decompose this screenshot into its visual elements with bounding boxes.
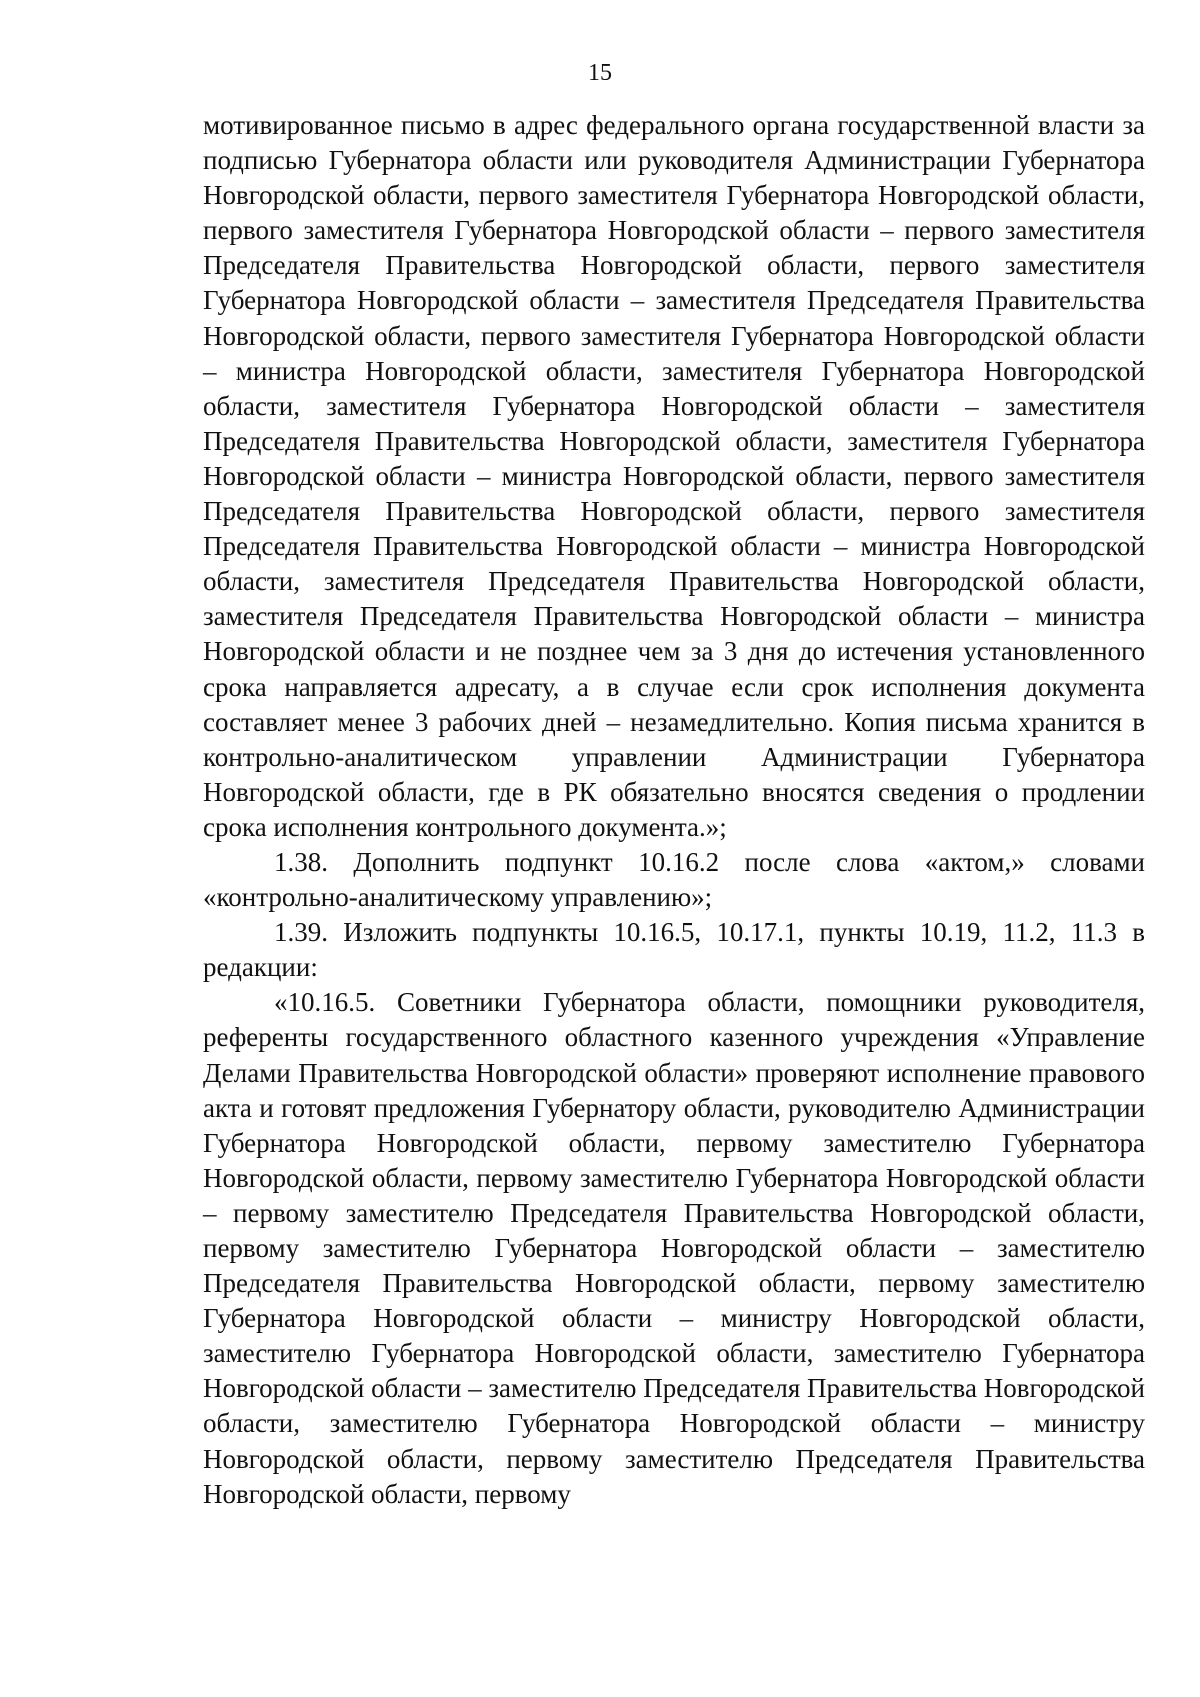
paragraph-letter-continuation: мотивированное письмо в адрес федерального органа государственной власти за подписью Губернатора области или руководителя Администрации Губернатора Новгородской области, первого заместителя Губернатора Новгородской области, первого заместителя Губернатора Новгородской области – первого заместителя Председателя Правительства Новгородской области, первого заместителя Губернатора Новгородской области – заместителя Председателя Правительства Новгородской области, первого заместителя Губернатора Новгородской области – министра Новгородской области, заместителя Губернатора Новгородской области, заместителя Губернатора Новгородской области – заместителя Председателя Правительства Новгородской области, заместителя Губернатора Новгородской области – министра Новгородской области, первого заместителя Председателя Правительства Новгородской области, первого заместителя Председателя Правительства Новгородской области – министра Новгородской области, заместителя Председателя Правительства Новгородской области, заместителя Председателя Правительства Новгородской области – министра Новгородской области и не позднее чем за 3 дня до истечения установленного срока направляется адресату, а в случае если срок исполнения документа составляет менее 3 рабочих дней – незамедлительно. Копия письма хранится в контрольно-аналитическом управлении Администрации Губернатора Новгородской области, где в РК обязательно вносятся сведения о продлении срока исполнения контрольного документа.»; <box>203 110 1145 842</box>
paragraph-item-1-39: 1.39. Изложить подпункты 10.16.5, 10.17.1, пункты 10.19, 11.2, 11.3 в редакции: <box>203 917 1145 983</box>
document-body <box>203 108 1145 1512</box>
page-number: 15 <box>588 60 612 86</box>
paragraph-item-1-38: 1.38. Дополнить подпункт 10.16.2 после слова «актом,» словами «контрольно-аналитическому управлению»; <box>203 846 1145 913</box>
paragraph-subitem-10-16-5: «10.16.5. Советники Губернатора области, помощники руководителя, референты государственного областного казенного учреждения «Управление Делами Правительства Новгородской области» проверяют исполнение правового акта и готовят предложения Губернатору области, руководителю Администрации Губернатора Новгородской области, первому заместителю Губернатора Новгородской области, первому заместителю Губернатора Новгородской области – первому заместителю Председателя Правительства Новгородской области, первому заместителю Губернатора Новгородской области – заместителю Председателя Правительства Новгородской области, первому заместителю Губернатора Новгородской области – министру Новгородской области, заместителю Губернатора Новгородской области, заместителю Губернатора Новгородской области – заместителю Председателя Правительства Новгородской области, заместителю Губернатора Новгородской области – министру Новгородской области, первому заместителю Председателя Правительства Новгородской области, первому <box>203 987 1145 1509</box>
